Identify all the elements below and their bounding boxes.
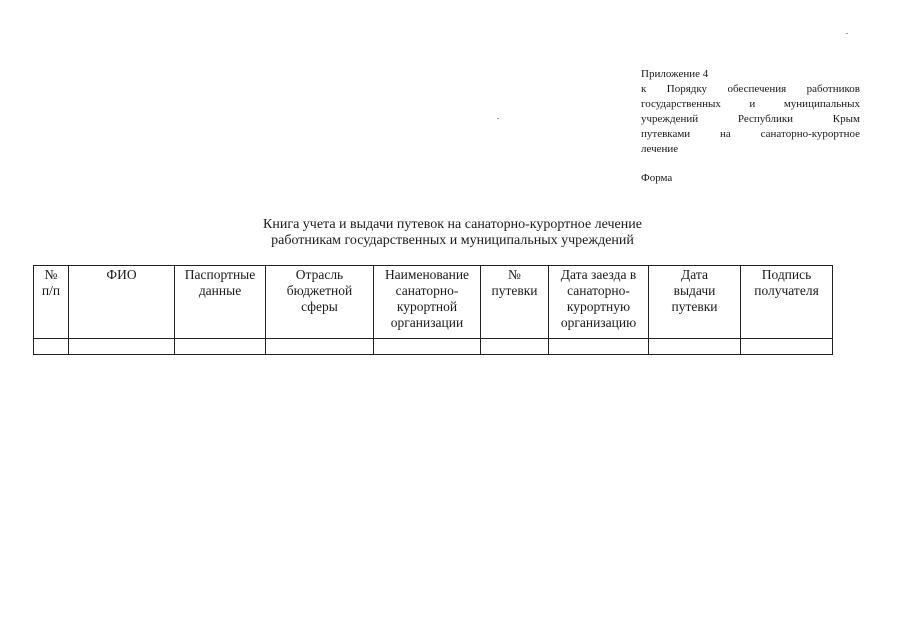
column-header-text: организации xyxy=(390,315,464,330)
appendix-line-6: лечение xyxy=(641,143,679,155)
column-header-text: № xyxy=(44,267,58,282)
column-header-text: санаторно- xyxy=(395,283,459,298)
appendix-line-4: учреждений Республики Крым xyxy=(641,113,860,125)
column-header-3 xyxy=(175,266,266,339)
column-header-7 xyxy=(549,266,649,339)
table-cell xyxy=(649,339,741,355)
column-header-2 xyxy=(69,266,175,339)
column-header-9 xyxy=(741,266,833,339)
table-cell xyxy=(69,339,175,355)
table-cell xyxy=(549,339,649,355)
column-header-text: Дата заезда в xyxy=(560,267,637,282)
appendix-block xyxy=(641,67,860,157)
scan-speck xyxy=(497,118,499,119)
table-cell xyxy=(741,339,833,355)
column-header-text: получателя xyxy=(754,283,819,298)
column-header-text: курортную xyxy=(566,299,631,314)
column-header-text: выдачи xyxy=(673,283,716,298)
appendix-line-2: к Порядку обеспечения работников xyxy=(641,83,860,95)
column-header-text: Наименование xyxy=(384,267,470,282)
column-header-1 xyxy=(34,266,69,339)
column-header-text: санаторно- xyxy=(567,283,630,298)
column-header-text: данные xyxy=(198,283,242,298)
column-header-text: путевки xyxy=(491,283,538,298)
scan-speck xyxy=(846,33,848,34)
column-header-text: Паспортные xyxy=(184,267,256,282)
appendix-line-5: путевками на санаторно-курортное xyxy=(641,128,860,140)
column-header-text: сферы xyxy=(301,299,338,314)
table-cell xyxy=(374,339,481,355)
column-header-4 xyxy=(266,266,374,339)
column-header-8 xyxy=(649,266,741,339)
appendix-line-1: Приложение 4 xyxy=(641,68,709,80)
document-title xyxy=(0,217,905,249)
column-header-6 xyxy=(481,266,549,339)
column-header-text: организацию xyxy=(560,315,637,330)
register-table xyxy=(33,265,833,355)
table-cell xyxy=(175,339,266,355)
form-label: Форма xyxy=(641,172,673,184)
column-header-text: Отрасль xyxy=(295,267,344,282)
column-header-text: ФИО xyxy=(106,267,137,282)
title-line-2: работникам государственных и муниципальных учреждений xyxy=(271,233,634,248)
column-header-text: Подпись xyxy=(761,267,812,282)
header-row xyxy=(34,266,833,339)
table-cell xyxy=(481,339,549,355)
column-header-text: № xyxy=(508,267,521,282)
table-cell xyxy=(34,339,69,355)
column-header-text: п/п xyxy=(41,283,61,298)
column-header-5 xyxy=(374,266,481,339)
column-header-text: бюджетной xyxy=(286,283,353,298)
title-line-1: Книга учета и выдачи путевок на санаторно-курортное лечение xyxy=(263,217,642,232)
table-row xyxy=(34,339,833,355)
column-header-text: Дата xyxy=(681,267,708,282)
column-header-text: курортной xyxy=(396,299,458,314)
column-header-text: путевки xyxy=(671,299,718,314)
appendix-line-3: государственных и муниципальных xyxy=(641,98,860,110)
table-cell xyxy=(266,339,374,355)
